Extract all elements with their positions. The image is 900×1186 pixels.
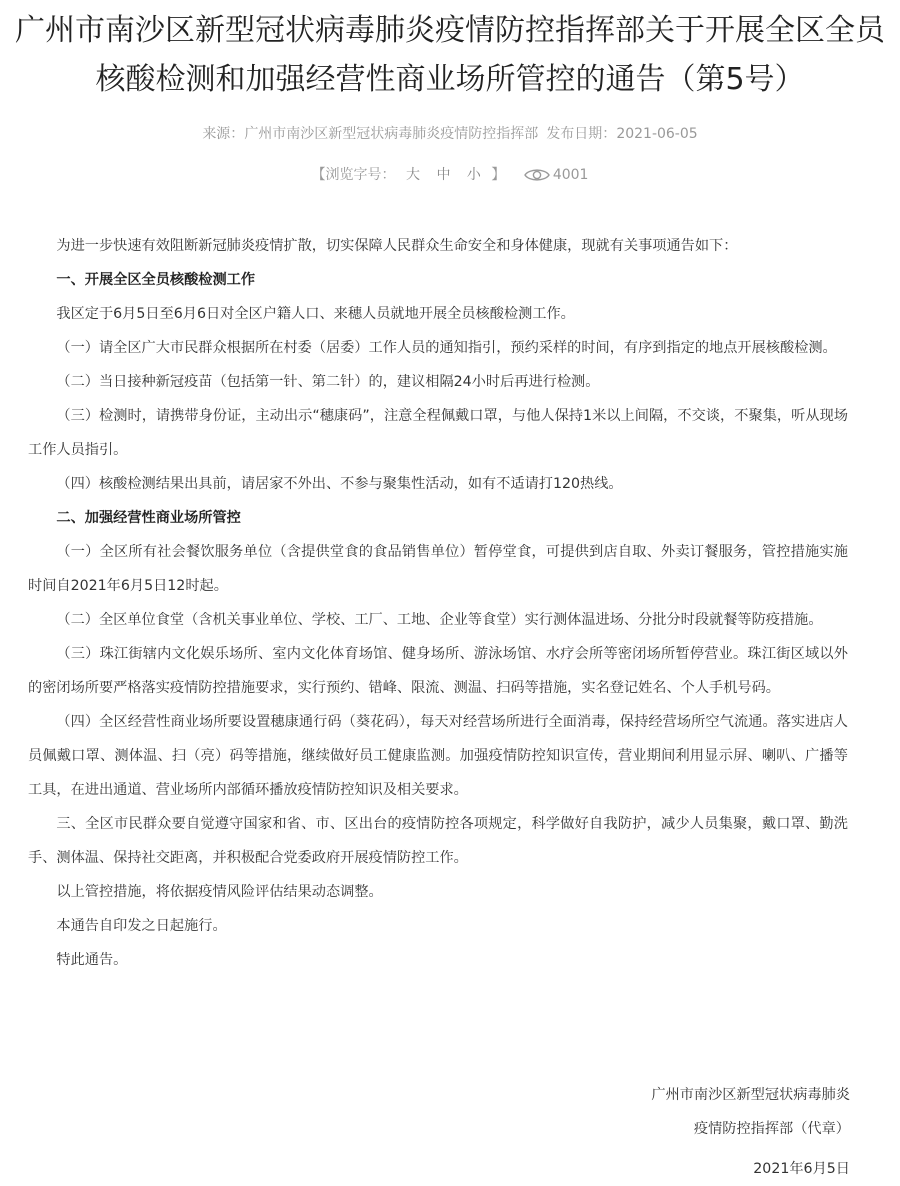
font-size-label-close: 】 <box>491 167 506 183</box>
font-size-large-button[interactable]: 大 <box>406 167 420 183</box>
font-size-label-open: 【浏览字号： <box>311 167 396 183</box>
source-value: 广州市南沙区新型冠状病毒肺炎疫情防控指挥部 <box>244 126 539 142</box>
paragraph: 我区定于6月5日至6月6日对全区户籍人口、来穗人员就地开展全员核酸检测工作。 <box>56 306 575 322</box>
view-count-value: 4001 <box>552 167 589 183</box>
view-count <box>524 164 589 186</box>
signature-date: 2021年6月5日 <box>753 1161 850 1177</box>
paragraph: （四）全区经营性商业场所要设置穗康通行码（葵花码），每天对经营场所进行全面消毒，保持经营场所空气流通。落实进店人员佩戴口罩、测体温、扫（亮）码等措施，继续做好员工健康监测。加强疫情防控知识宣传，营业期间利用显示屏、喇叭、广播等工具，在进出通道、营业场所内部循环播放疫情防控知识及相关要求。 <box>28 714 848 798</box>
date-label: 发布日期： <box>546 126 617 142</box>
signature <box>651 1078 850 1186</box>
paragraph: （一）全区所有社会餐饮服务单位（含提供堂食的食品销售单位）暂停堂食，可提供到店自取、外卖订餐服务，管控措施实施时间自2021年6月5日12时起。 <box>28 544 848 594</box>
paragraph: 以上管控措施，将依据疫情风险评估结果动态调整。 <box>56 884 383 900</box>
paragraph: （二）当日接种新冠疫苗（包括第一针、第二针）的，建议相隔24小时后再进行检测。 <box>56 374 600 390</box>
paragraph: （一）请全区广大市民群众根据所在村委（居委）工作人员的通知指引，预约采样的时间，有序到指定的地点开展核酸检测。 <box>56 340 837 356</box>
signature-line-2: 疫情防控指挥部（代章） <box>693 1121 850 1137</box>
font-size-small-button[interactable]: 小 <box>466 167 481 183</box>
page-title: 广州市南沙区新型冠状病毒肺炎疫情防控指挥部关于开展全区全员核酸检测和加强经营性商业场所管控的通告（第5号） <box>15 13 885 97</box>
font-size-medium-button[interactable]: 中 <box>436 167 451 183</box>
paragraph: （二）全区单位食堂（含机关事业单位、学校、工厂、工地、企业等食堂）实行测体温进场、分批分时段就餐等防疫措施。 <box>56 612 823 628</box>
source-label: 来源： <box>202 126 245 142</box>
section-heading: 一、开展全区全员核酸检测工作 <box>56 272 256 288</box>
article-body <box>28 229 848 977</box>
section-heading: 二、加强经营性商业场所管控 <box>56 510 241 526</box>
signature-line-1: 广州市南沙区新型冠状病毒肺炎 <box>651 1087 850 1103</box>
paragraph: （三）珠江街辖内文化娱乐场所、室内文化体育场馆、健身场所、游泳场馆、水疗会所等密闭场所暂停营业。珠江街区域以外的密闭场所要严格落实疫情防控措施要求，实行预约、错峰、限流、测温、扫码等措施，实名登记姓名、个人手机号码。 <box>28 646 848 696</box>
article-meta <box>0 123 900 145</box>
paragraph: 本通告自印发之日起施行。 <box>56 918 227 934</box>
publish-date: 2021-06-05 <box>616 126 698 142</box>
font-size-toolbar <box>0 164 900 186</box>
eye-icon <box>524 167 550 183</box>
paragraph: 三、全区市民群众要自觉遵守国家和省、市、区出台的疫情防控各项规定，科学做好自我防护，减少人员集聚，戴口罩、勤洗手、测体温、保持社交距离，并积极配合党委政府开展疫情防控工作。 <box>28 816 848 866</box>
paragraph: （四）核酸检测结果出具前，请居家不外出、不参与聚集性活动，如有不适请打120热线。 <box>56 476 623 492</box>
paragraph: 特此通告。 <box>56 952 128 968</box>
paragraph: （三）检测时，请携带身份证，主动出示“穗康码”，注意全程佩戴口罩，与他人保持1米以上间隔，不交谈，不聚集，听从现场工作人员指引。 <box>28 408 848 458</box>
paragraph: 为进一步快速有效阻断新冠肺炎疫情扩散，切实保障人民群众生命安全和身体健康，现就有关事项通告如下： <box>56 238 738 254</box>
